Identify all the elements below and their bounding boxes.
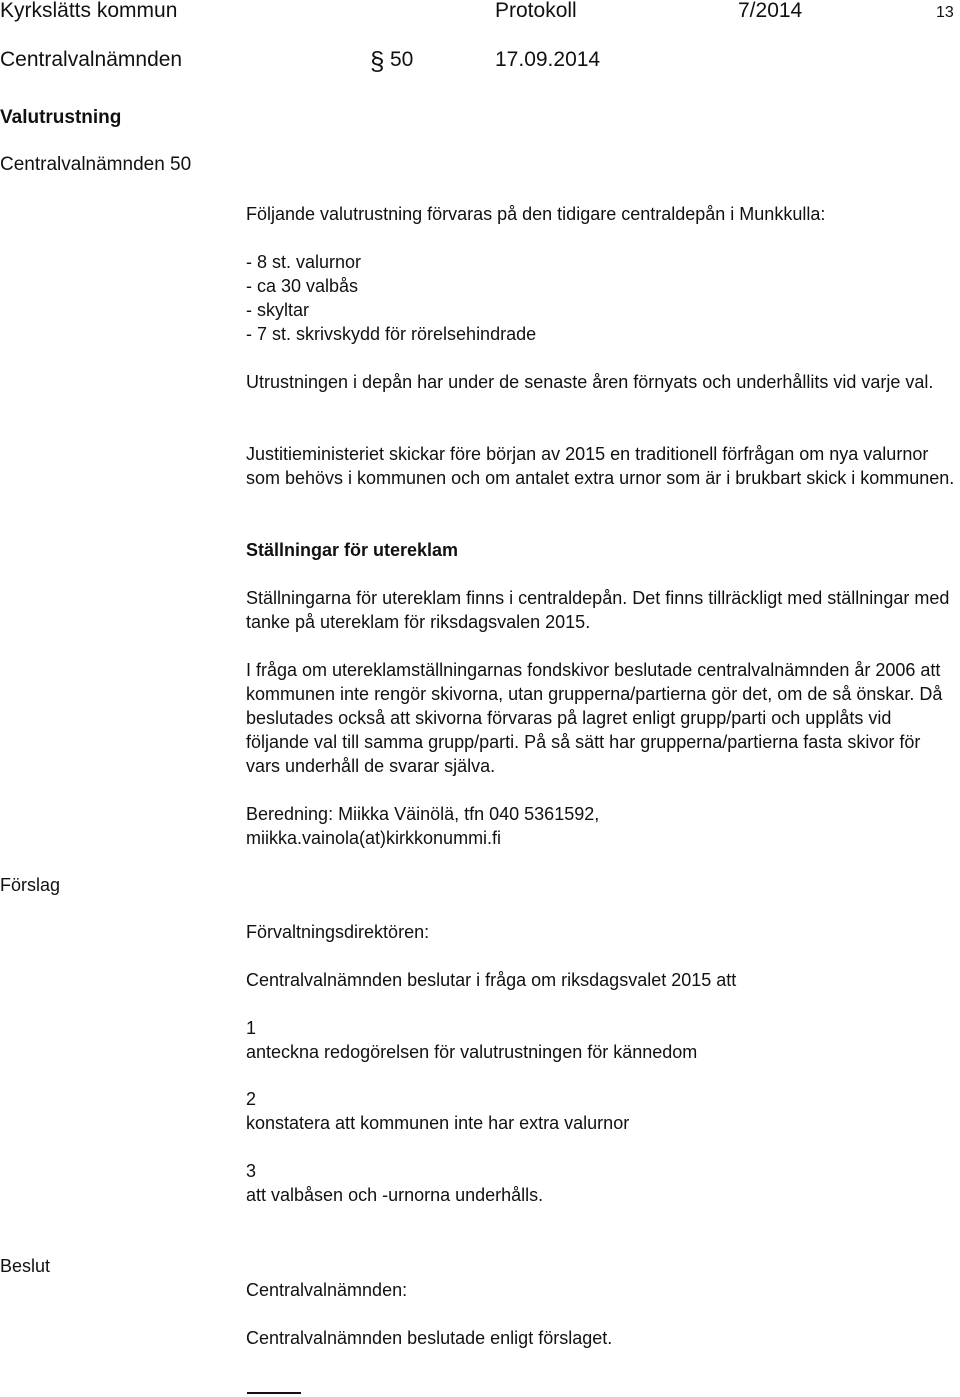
proposal-item (246, 1087, 958, 1135)
list-item: - skyltar (246, 300, 309, 320)
proposal-intro: Centralvalnämnden beslutar i fråga om riksdagsvalet 2015 att (246, 970, 737, 990)
case-subtitle: Centralvalnämnden 50 (0, 154, 192, 175)
preparation-contact (246, 802, 958, 850)
decision-2006-paragraph: I fråga om utereklamställningarnas fondskivor beslutade centralvalnämnden år 2006 att kommunen inte rengör skivorna, utan grupperna/partierna gör det, om de så önskar. Då beslutades också att skivorna förvaras på lagret enligt grupp/parti och upplåts vid följande val till samma grupp/parti. På så sätt har grupperna/partierna fasta skivor för vars underhåll de svarar själva. (246, 660, 943, 776)
page-title: Valutrustning (0, 107, 122, 128)
page-number: 13 (936, 4, 954, 21)
stands-paragraph: Ställningarna för utereklam finns i centraldepån. Det finns tillräckligt med ställningar med tanke på utereklam för riksdagsvalen 2015. (246, 588, 950, 632)
proposal-item-text: att valbåsen och -urnorna underhålls. (246, 1185, 544, 1205)
protocol-number: 7/2014 (738, 0, 803, 22)
decision-body: Centralvalnämnden: (246, 1280, 408, 1300)
proposal-item-number: 1 (246, 1018, 257, 1038)
document-type: Protokoll (495, 0, 577, 22)
proposal-label: Förslag (0, 875, 61, 895)
list-item: - ca 30 valbås (246, 276, 359, 296)
intro-text: Följande valutrustning förvaras på den tidigare centraldepån i Munkkulla: (246, 204, 826, 224)
closing-rule (247, 1392, 301, 1394)
body-name: Centralvalnämnden (0, 48, 183, 71)
preparation-email: miikka.vainola(at)kirkkonummi.fi (246, 828, 502, 848)
maintenance-paragraph: Utrustningen i depån har under de senaste åren förnyats och underhållits vid varje val. (246, 372, 934, 392)
meeting-date: 17.09.2014 (495, 48, 601, 71)
ministry-paragraph: Justitieministeriet skickar före början av 2015 en traditionell förfrågan om nya valurnor som behövs i kommunen och om antalet extra urnor som är i brukbart skick i kommunen. (246, 444, 955, 488)
preparation-line: Beredning: Miikka Väinölä, tfn 040 5361592, (246, 804, 600, 824)
director-label: Förvaltningsdirektören: (246, 922, 430, 942)
decision-label: Beslut (0, 1256, 51, 1276)
proposal-item-text: anteckna redogörelsen för valutrustningen för kännedom (246, 1042, 698, 1062)
stands-heading: Ställningar för utereklam (246, 540, 459, 560)
list-item: - 8 st. valurnor (246, 252, 362, 272)
proposal-item (246, 1016, 958, 1064)
proposal-item-text: konstatera att kommunen inte har extra valurnor (246, 1113, 630, 1133)
section-number: 50 (390, 48, 414, 71)
municipality-name: Kyrkslätts kommun (0, 0, 178, 22)
section-symbol: § (370, 46, 385, 76)
proposal-item (246, 1159, 958, 1207)
list-item: - 7 st. skrivskydd för rörelsehindrade (246, 324, 537, 344)
equipment-list (246, 250, 958, 346)
proposal-item-number: 3 (246, 1161, 257, 1181)
proposal-item-number: 2 (246, 1089, 257, 1109)
decision-text: Centralvalnämnden beslutade enligt förslaget. (246, 1328, 613, 1348)
